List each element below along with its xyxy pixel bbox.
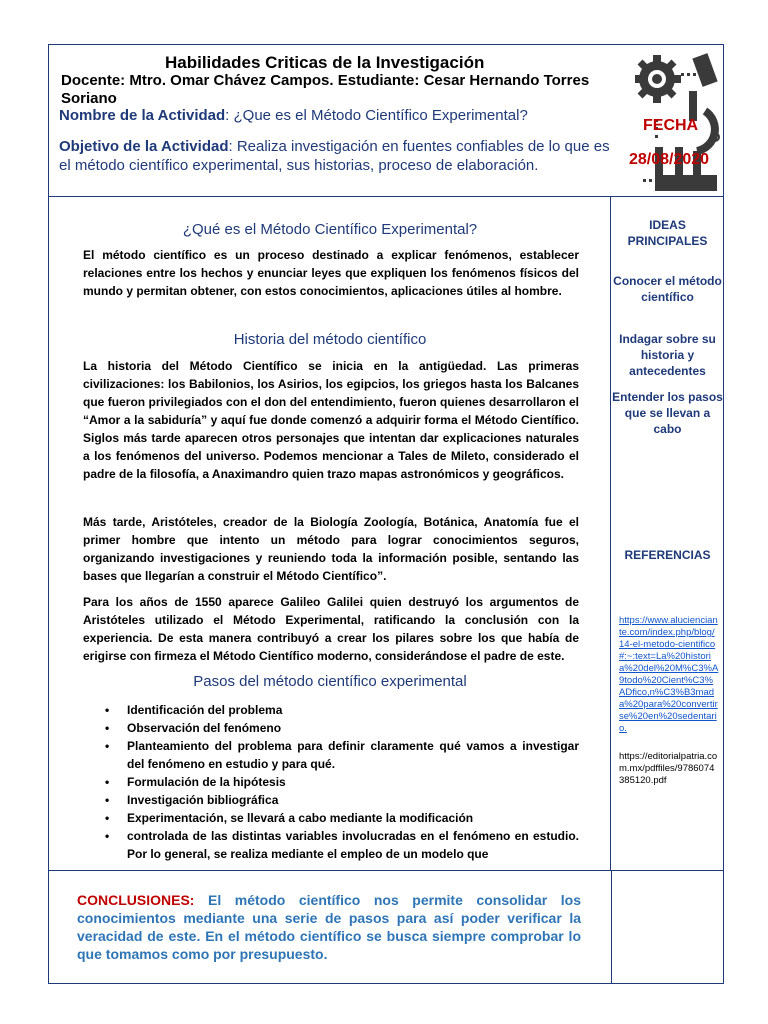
conclusions-label: CONCLUSIONES:: [77, 892, 195, 908]
objective-value: : Realiza investigación en fuentes confiables de lo que es el método científico experimental, sus historias, proceso de elaboración.: [59, 138, 610, 174]
activity-label: Nombre de la Actividad: [59, 107, 226, 124]
section-what-is-text: El método científico es un proceso destinado a explicar fenómenos, establecer relaciones entre los hechos y enunciar leyes que expliquen los fenómenos físicos del mundo y permitan obtener, con estos conocimientos, aplicaciones útiles al hombre.: [83, 248, 579, 298]
list-item: • Observación del fenómeno: [105, 719, 579, 737]
history-paragraph-3: Para los años de 1550 aparece Galileo Galilei quien destruyó los argumentos de Aristóteles utilizado el Método Experimental, ratificando la conclusión con la experiencia. De esta manera contribuyó a crear los pilares sobre los que había de erigirse con firmeza el Método Científico moderno, considerándose el padre de este.: [83, 595, 579, 663]
header: [49, 45, 723, 197]
list-item: • Investigación bibliográfica: [105, 791, 579, 809]
list-item: • Planteamiento del problema para definir claramente qué vamos a investigar del fenómeno en estudio y para qué.: [105, 737, 579, 773]
idea-item: Indagar sobre su historia y antecedentes: [619, 332, 716, 378]
column-divider: [611, 871, 612, 983]
document-frame: [48, 44, 724, 984]
section-title-steps: Pasos del método científico experimental: [193, 673, 467, 690]
activity-objective: [59, 137, 614, 175]
references-heading: REFERENCIAS: [624, 548, 711, 562]
conclusions-row: [49, 871, 723, 983]
teacher-student-line: Docente: Mtro. Omar Chávez Campos. Estudiante: Cesar Hernando Torres Soriano: [61, 72, 590, 107]
side-column: [611, 197, 724, 871]
history-paragraph-2: Más tarde, Aristóteles, creador de la Biología Zoología, Botánica, Anatomía fue el primer hombre que intento un método para lograr conocimientos seguros, organizando investigaciones y reuniendo toda la información posible, sentando las bases que llegarían a construir el Método Científico”.: [83, 515, 579, 583]
section-title-history: Historia del método científico: [233, 331, 427, 348]
date-label: FECHA: [643, 117, 699, 134]
idea-item: Conocer el método científico: [613, 274, 722, 304]
ideas-heading: IDEAS PRINCIPALES: [627, 218, 708, 248]
steps-list: [105, 701, 579, 863]
section-title-what-is: ¿Qué es el Método Científico Experimental?: [182, 221, 478, 238]
page-title: Habilidades Criticas de la Investigación: [165, 53, 485, 72]
list-item: • Experimentación, se llevará a cabo mediante la modificación: [105, 809, 579, 827]
list-item: • Identificación del problema: [105, 701, 579, 719]
history-paragraph-1: La historia del Método Científico se inicia en la antigüedad. Las primeras civilizaciones: los Babilonios, los Asirios, los egipcios, los griegos hasta los Balcanes que fueron privilegiados con el don del entendimiento, fueron quienes desarrollaron el “Amor a la sabiduría” y aquí fue donde comenzó a adquirir forma el Método Científico. Siglos más tarde aparecen otros personajes que intentan dar explicaciones naturales a los fenómenos del universo. Podemos mencionar a Tales de Mileto, considerado el padre de la filosofía, a Anaximandro quien trazo mapas astronómicos y geográficos.: [83, 359, 579, 481]
activity-value: : ¿Que es el Método Científico Experimental?: [225, 107, 528, 124]
conclusions-body: El método científico nos permite consolidar los conocimientos mediante una serie de pasos para así poder verificar la veracidad de este. En el método científico se busca siempre comprobar lo que tomamos como por presupuesto.: [77, 892, 581, 962]
objective-label: Objetivo de la Actividad: [59, 138, 229, 155]
date-value: 28/08/2020: [629, 151, 710, 168]
conclusions-text: [77, 891, 581, 963]
idea-item: Entender los pasos que se llevan a cabo: [612, 390, 723, 436]
gear-icon: [635, 55, 681, 103]
list-item: • Formulación de la hipótesis: [105, 773, 579, 791]
reference-link-1[interactable]: https://www.alucienciante.com/index.php/blog/14-el-metodo-cientifico#:~:text=La%20historia%20del%20M%C3%A9todo%20Cient%C3%ADfico,n%C3%B3mada%20para%20convertirse%20en%20sedentario.: [619, 615, 719, 734]
reference-2: https://editorialpatria.com.mx/pdffiles/9786074385120.pdf: [619, 751, 718, 786]
list-item: • controlada de las distintas variables involucradas en el fenómeno en estudio. Por lo general, se realiza mediante el empleo de un modelo que: [105, 827, 579, 863]
main-column: [49, 197, 611, 871]
activity-name: [59, 107, 528, 124]
content-row: [49, 197, 723, 871]
